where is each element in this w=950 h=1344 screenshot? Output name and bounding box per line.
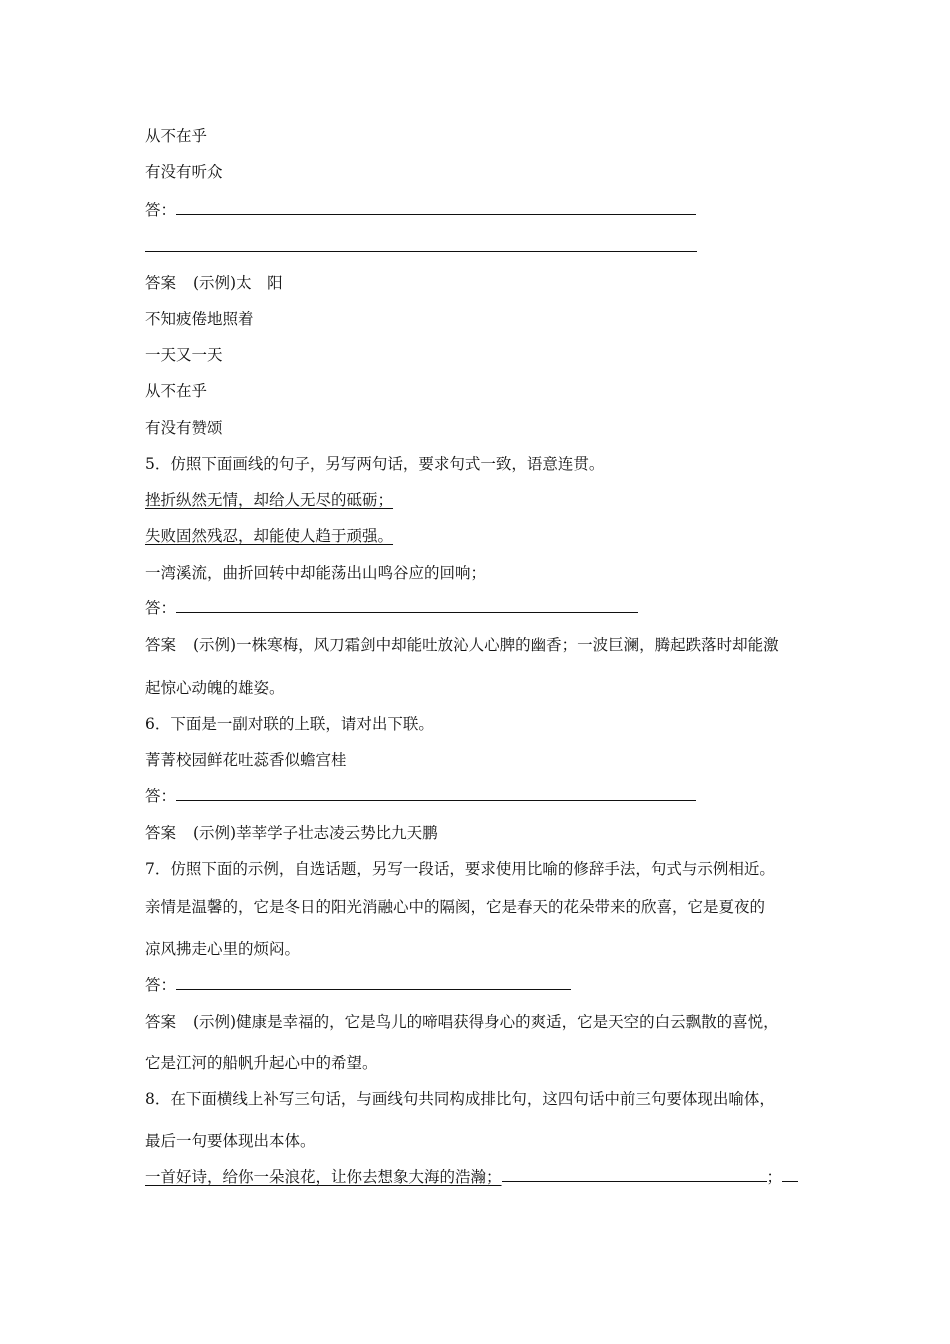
answer-prefix: 答： — [145, 787, 177, 805]
answer-text: (示例)健康是幸福的，它是鸟儿的啼唱获得身心的爽适，它是天空的白云飘散的喜悦， — [193, 1013, 779, 1031]
answer-blank-row — [145, 200, 810, 220]
separator: ； — [766, 1168, 783, 1186]
answer-text: (示例)莘莘学子壮志凌云势比九天鹏 — [193, 824, 438, 842]
q5-sentence — [145, 526, 810, 546]
answer-blank[interactable] — [782, 1167, 798, 1182]
answer-label: 答案 — [145, 274, 177, 292]
answer-text: (示例)太 阳 — [193, 274, 283, 292]
answer-blank[interactable] — [176, 598, 638, 613]
q5-sentence — [145, 490, 810, 510]
poem-prompt-line: 有没有听众 — [145, 163, 223, 181]
answer-row — [145, 273, 810, 293]
answer-blank[interactable] — [502, 1167, 767, 1182]
q7-example: 亲情是温馨的，它是冬日的阳光消融心中的隔阂，它是春天的花朵带来的欣喜，它是夏夜的 — [145, 898, 766, 916]
q8-underlined-sentence: 一首好诗，给你一朵浪花，让你去想象大海的浩瀚； — [145, 1168, 502, 1186]
answer-row — [145, 823, 810, 843]
answer-blank[interactable] — [176, 200, 696, 215]
answer-row — [145, 1012, 810, 1032]
question-5: 5．仿照下面画线的句子，另写两句话，要求句式一致，语意连贯。 — [145, 455, 605, 473]
answer-label: 答案 — [145, 824, 177, 842]
q5-underlined-sentence: 失败固然残忍，却能使人趋于顽强。 — [145, 527, 394, 545]
answer-poem-line: 从不在乎 — [145, 382, 208, 400]
q8-fill-row — [145, 1167, 810, 1187]
couplet-upper: 菁菁校园鲜花吐蕊香似蟾宫桂 — [145, 751, 347, 769]
answer-label: 答案 — [145, 636, 177, 654]
question-8: 8．在下面横线上补写三句话，与画线句共同构成排比句，这四句话中前三句要体现出喻体， — [145, 1090, 775, 1108]
answer-row — [145, 635, 810, 655]
answer-text-cont: 起惊心动魄的雄姿。 — [145, 679, 285, 697]
question-6: 6．下面是一副对联的上联，请对出下联。 — [145, 715, 434, 733]
answer-blank[interactable] — [145, 251, 697, 252]
q7-example-cont: 凉风拂走心里的烦闷。 — [145, 940, 301, 958]
answer-text: (示例)一株寒梅，风刀霜剑中却能吐放沁人心脾的幽香；一波巨澜，腾起跌落时却能激 — [193, 636, 779, 654]
answer-blank[interactable] — [176, 786, 696, 801]
answer-blank-row — [145, 598, 810, 618]
answer-blank[interactable] — [176, 975, 571, 990]
answer-poem-line: 一天又一天 — [145, 346, 223, 364]
answer-poem-line: 不知疲倦地照着 — [145, 310, 254, 328]
answer-blank-row — [145, 786, 810, 806]
answer-label: 答案 — [145, 1013, 177, 1031]
q5-underlined-sentence: 挫折纵然无情，却给人无尽的砥砺； — [145, 491, 394, 509]
question-8-cont: 最后一句要体现出本体。 — [145, 1132, 316, 1150]
q5-sentence: 一湾溪流，曲折回转中却能荡出山鸣谷应的回响； — [145, 564, 487, 582]
answer-prefix: 答： — [145, 976, 177, 994]
question-7: 7．仿照下面的示例，自选话题，另写一段话，要求使用比喻的修辞手法，句式与示例相近。 — [145, 860, 775, 878]
answer-text-cont: 它是江河的船帆升起心中的希望。 — [145, 1054, 378, 1072]
poem-prompt-line: 从不在乎 — [145, 127, 208, 145]
answer-prefix: 答： — [145, 201, 177, 219]
answer-prefix: 答： — [145, 599, 177, 617]
answer-poem-line: 有没有赞颂 — [145, 419, 223, 437]
answer-blank-row — [145, 975, 810, 995]
